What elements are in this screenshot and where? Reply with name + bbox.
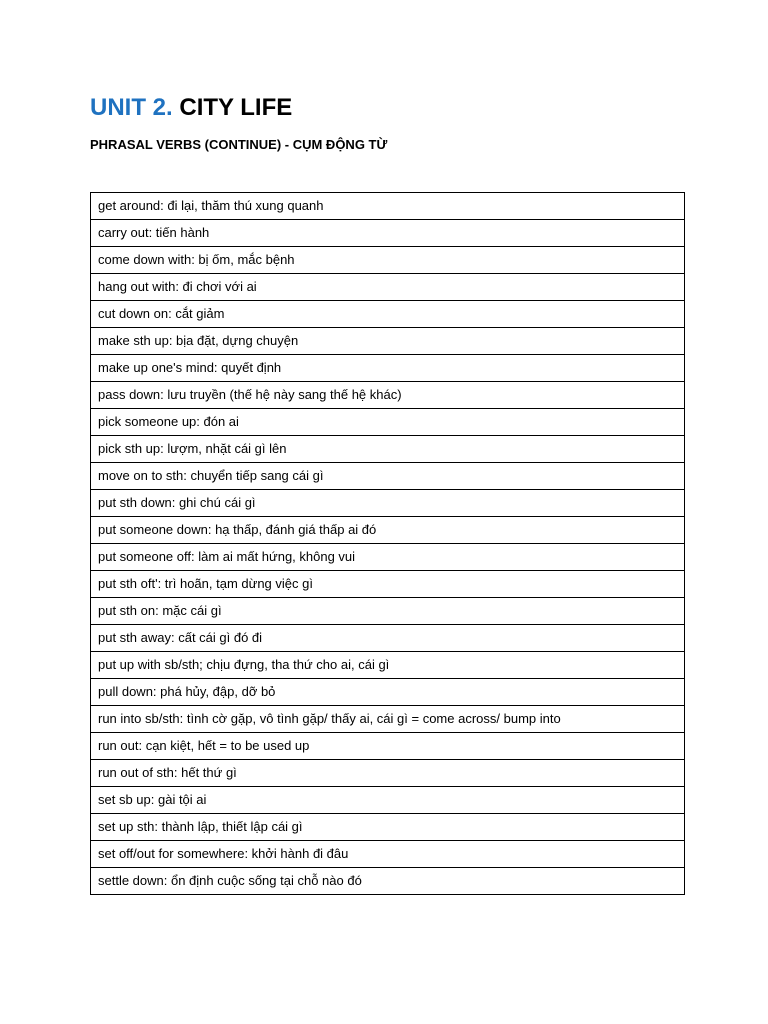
- phrasal-verb-entry: run into sb/sth: tình cờ gặp, vô tình gặp/ thấy ai, cái gì = come across/ bump into: [91, 706, 685, 733]
- table-row: [91, 868, 685, 895]
- phrasal-verb-entry: come down with: bị ốm, mắc bệnh: [91, 247, 685, 274]
- phrasal-verb-entry: make up one's mind: quyết định: [91, 355, 685, 382]
- table-row: [91, 814, 685, 841]
- phrasal-verb-entry: cut down on: cắt giảm: [91, 301, 685, 328]
- table-row: [91, 247, 685, 274]
- phrasal-verb-entry: set sb up: gài tội ai: [91, 787, 685, 814]
- table-row: [91, 841, 685, 868]
- table-row: [91, 571, 685, 598]
- phrasal-verb-entry: put someone down: hạ thấp, đánh giá thấp ai đó: [91, 517, 685, 544]
- table-row: [91, 517, 685, 544]
- phrasal-verbs-table: [90, 192, 685, 895]
- table-row: [91, 706, 685, 733]
- table-row: [91, 382, 685, 409]
- table-row: [91, 490, 685, 517]
- table-row: [91, 220, 685, 247]
- phrasal-verb-entry: put up with sb/sth; chịu đựng, tha thứ cho ai, cái gì: [91, 652, 685, 679]
- table-row: [91, 193, 685, 220]
- phrasal-verb-entry: put sth down: ghi chú cái gì: [91, 490, 685, 517]
- table-row: [91, 274, 685, 301]
- table-row: [91, 463, 685, 490]
- table-row: [91, 652, 685, 679]
- section-subtitle: PHRASAL VERBS (CONTINUE) - CỤM ĐỘNG TỪ: [90, 137, 388, 152]
- phrasal-verb-entry: carry out: tiến hành: [91, 220, 685, 247]
- table-row: [91, 760, 685, 787]
- phrasal-verb-entry: settle down: ổn định cuộc sống tại chỗ nào đó: [91, 868, 685, 895]
- table-row: [91, 598, 685, 625]
- phrasal-verb-entry: pick someone up: đón ai: [91, 409, 685, 436]
- table-row: [91, 625, 685, 652]
- page-title: [90, 92, 292, 124]
- table-row: [91, 301, 685, 328]
- table-row: [91, 787, 685, 814]
- phrasal-verb-entry: set up sth: thành lập, thiết lập cái gì: [91, 814, 685, 841]
- phrasal-verb-entry: put someone off: làm ai mất hứng, không vui: [91, 544, 685, 571]
- phrasal-verb-entry: pull down: phá hủy, đập, dỡ bỏ: [91, 679, 685, 706]
- phrasal-verb-entry: pass down: lưu truyền (thế hệ này sang thế hệ khác): [91, 382, 685, 409]
- table-row: [91, 733, 685, 760]
- phrasal-verb-entry: run out: cạn kiệt, hết = to be used up: [91, 733, 685, 760]
- table-row: [91, 409, 685, 436]
- table-row: [91, 436, 685, 463]
- phrasal-verb-entry: put sth on: mặc cái gì: [91, 598, 685, 625]
- phrasal-verb-entry: pick sth up: lượm, nhặt cái gì lên: [91, 436, 685, 463]
- phrasal-verb-entry: put sth oft': trì hoãn, tạm dừng việc gì: [91, 571, 685, 598]
- unit-title: CITY LIFE: [179, 94, 293, 121]
- unit-number: UNIT 2.: [90, 94, 173, 121]
- phrasal-verb-entry: hang out with: đi chơi với ai: [91, 274, 685, 301]
- phrasal-verb-entry: move on to sth: chuyển tiếp sang cái gì: [91, 463, 685, 490]
- table-row: [91, 544, 685, 571]
- phrasal-verb-entry: put sth away: cất cái gì đó đi: [91, 625, 685, 652]
- phrasal-verb-entry: run out of sth: hết thứ gì: [91, 760, 685, 787]
- phrasal-verb-entry: make sth up: bịa đặt, dựng chuyện: [91, 328, 685, 355]
- table-row: [91, 328, 685, 355]
- phrasal-verb-entry: get around: đi lại, thăm thú xung quanh: [91, 193, 685, 220]
- phrasal-verb-entry: set off/out for somewhere: khởi hành đi đâu: [91, 841, 685, 868]
- table-row: [91, 355, 685, 382]
- phrasal-verbs-table-body: [91, 193, 685, 895]
- table-row: [91, 679, 685, 706]
